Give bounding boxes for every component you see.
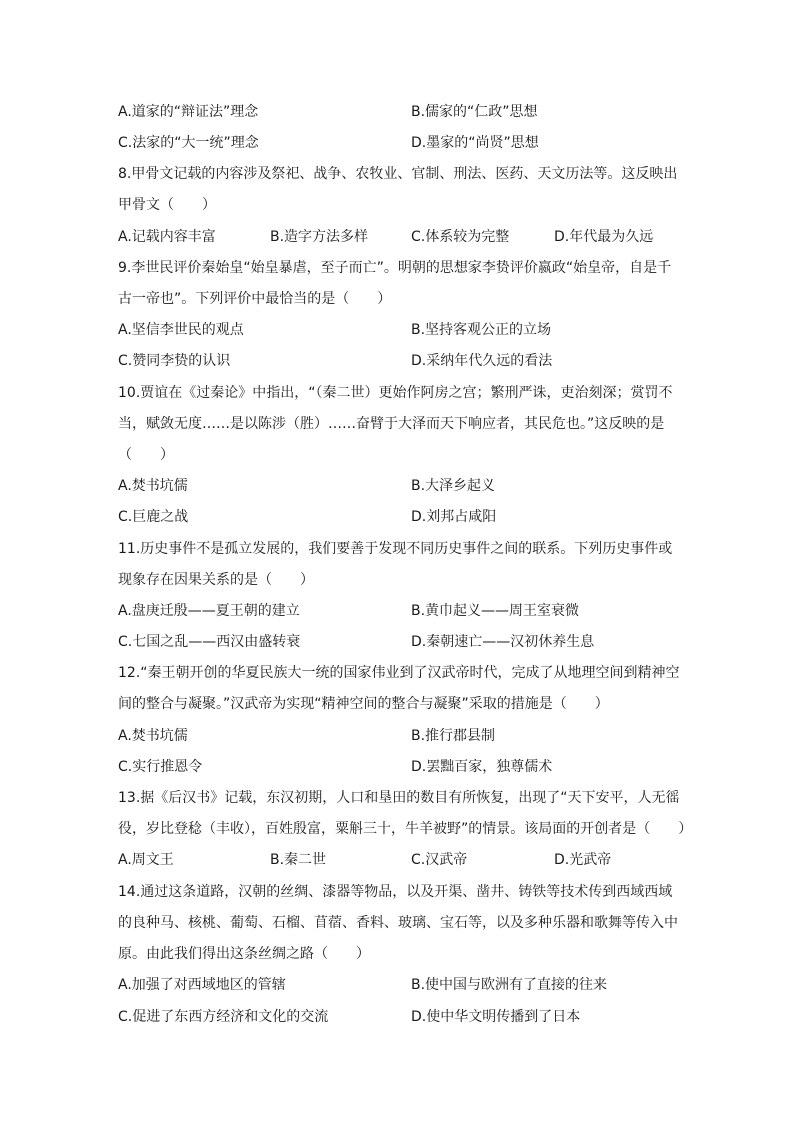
option-a: A.盘庚迁殷——夏王朝的建立 [118,603,300,619]
option-c: C.赞同李贽的认识 [118,353,231,369]
option-a: A.加强了对西域地区的管辖 [118,977,286,993]
option-b: B.坚持客观公正的立场 [411,322,552,338]
option-b: B.秦二世 [270,852,327,868]
question-8-stem-line-1: 8.甲骨文记载的内容涉及祭祀、战争、农牧业、官制、刑法、医药、天文历法等。这反映出 [118,166,678,182]
question-14-stem-line-1: 14.通过这条道路，汉朝的丝绸、漆器等物品，以及开渠、凿井、铸铁等技术传到西域西域 [118,884,673,900]
option-c: C.促进了东西方经济和文化的交流 [118,1009,329,1025]
question-14-stem-line-2: 的良种马、核桃、葡萄、石榴、苜蓿、香料、玻璃、宝石等，以及多种乐器和歌舞等传入中 [118,915,678,931]
option-b: B.造字方法多样 [270,229,369,245]
question-10-stem-line-1: 10.贾谊在《过秦论》中指出，“（秦二世）更始作阿房之宫；繁刑严诛，吏治刻深；赏罚不 [118,385,673,401]
option-a: A.周文王 [118,852,174,868]
question-11-stem-line-2: 现象存在因果关系的是（ ） [118,572,314,588]
option-c: C.七国之乱——西汉由盛转衰 [118,634,301,650]
option-a: A.坚信李世民的观点 [118,322,244,338]
option-d: D.年代最为久远 [554,229,654,245]
question-12-stem-line-1: 12.“秦王朝开创的华夏民族大一统的国家伟业到了汉武帝时代，完成了从地理空间到精神空 [118,665,680,681]
question-10-stem-line-3: （ ） [118,447,174,463]
question-13-stem-line-1: 13.据《后汉书》记载，东汉初期，人口和垦田的数目有所恢复，出现了“天下安平，人无徭 [118,790,680,806]
question-14-stem-line-3: 原。由此我们得出这条丝绸之路（ ） [118,946,370,962]
option-b: B.推行郡县制 [411,728,496,744]
question-12-stem-line-2: 间的整合与凝聚。”汉武帝为实现“精神空间的整合与凝聚”采取的措施是（ ） [118,696,609,712]
option-c: C.实行推恩令 [118,759,203,775]
option-c: C.巨鹿之战 [118,509,189,525]
option-d: D.采纳年代久远的看法 [411,353,553,369]
question-10-stem-line-2: 当，赋敛无度……是以陈涉（胜）……奋臂于大泽而天下响应者，其民危也。”这反映的是 [118,416,665,432]
option-d: D.使中华文明传播到了日本 [411,1009,581,1025]
option-d: D.秦朝速亡——汉初休养生息 [411,634,595,650]
option-d: D.罢黜百家，独尊儒术 [411,759,553,775]
option-d: D.刘邦占咸阳 [411,509,497,525]
option-c: C.汉武帝 [411,852,468,868]
question-13-stem-line-2: 役，岁比登稔（丰收），百姓殷富，粟斛三十，牛羊被野”的情景。该局面的开创者是（ ） [118,821,693,837]
option-b: B.儒家的“仁政”思想 [411,104,538,120]
option-b: B.黄巾起义——周王室衰微 [411,603,580,619]
option-a: A.记载内容丰富 [118,229,216,245]
question-8-stem-line-2: 甲骨文（ ） [118,197,216,213]
question-9-stem-line-2: 古一帝也”。下列评价中最恰当的是（ ） [118,291,392,307]
option-a: A.道家的“辩证法”理念 [118,104,259,120]
option-c: C.法家的“大一统”理念 [118,135,259,151]
option-d: D.光武帝 [554,852,612,868]
option-a: A.焚书坑儒 [118,478,188,494]
option-c: C.体系较为完整 [411,229,510,245]
question-9-stem-line-1: 9.李世民评价秦始皇“始皇暴虐，至子而亡”。明朝的思想家李贽评价嬴政“始皇帝，自是千 [118,260,672,276]
option-b: B.使中国与欧洲有了直接的往来 [411,977,608,993]
option-d: D.墨家的“尚贤”思想 [411,135,539,151]
option-a: A.焚书坑儒 [118,728,188,744]
option-b: B.大泽乡起义 [411,478,496,494]
question-11-stem-line-1: 11.历史事件不是孤立发展的，我们要善于发现不同历史事件之间的联系。下列历史事件或 [118,541,673,557]
